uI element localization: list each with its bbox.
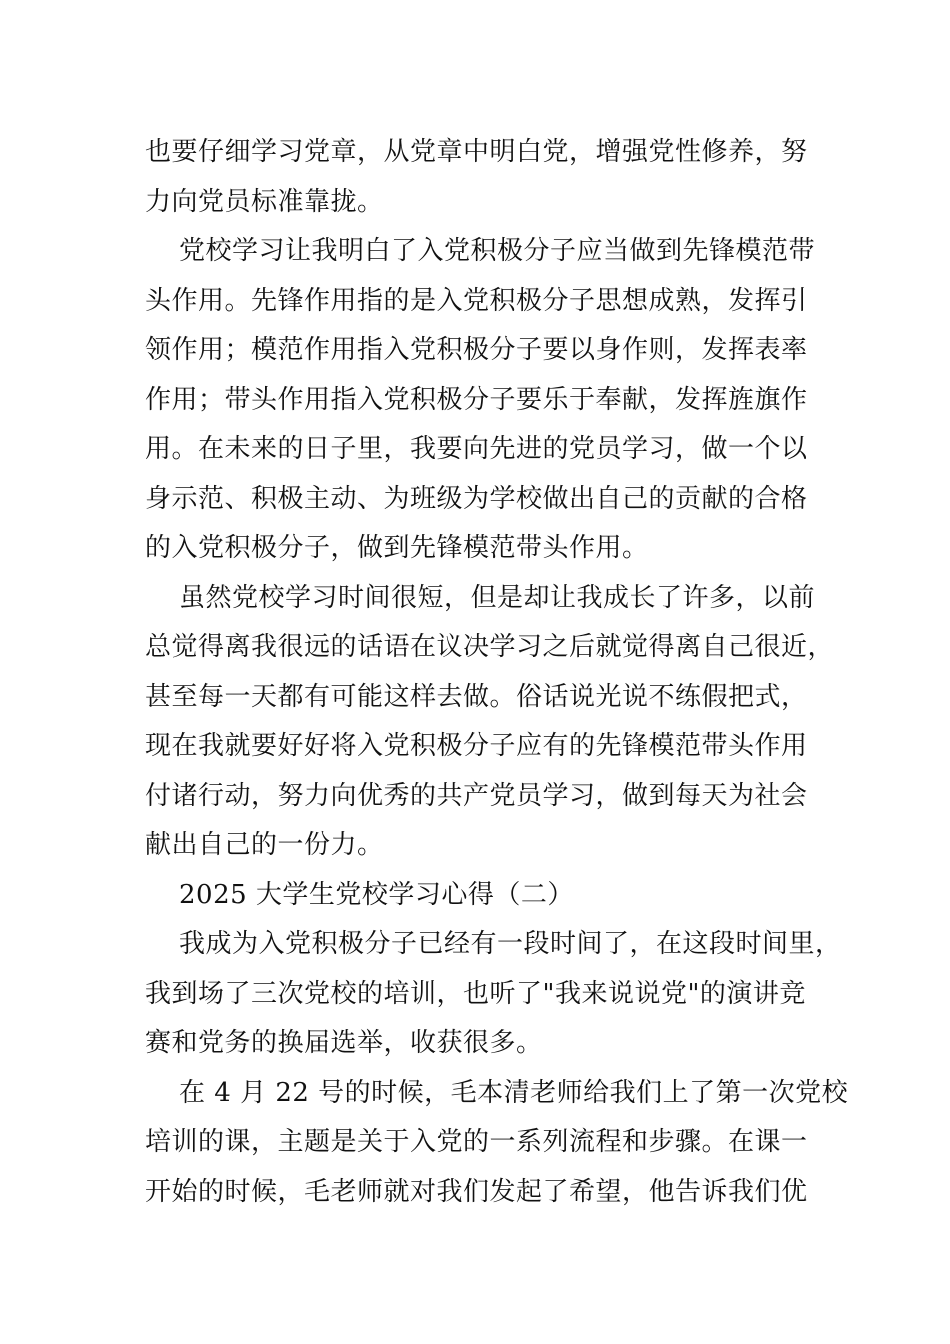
- text-line: 作用；带头作用指入党积极分子要乐于奉献，发挥旌旗作: [145, 384, 808, 415]
- text-line: 虽然党校学习时间很短，但是却让我成长了许多，以前: [179, 582, 816, 613]
- text-line: 用。在未来的日子里，我要向先进的党员学习，做一个以: [145, 434, 808, 464]
- text-line: 现在我就要好好将入党积极分子应有的先锋模范带头作用: [145, 731, 808, 761]
- text-line: 在 4 月 22 号的时候，毛本清老师给我们上了第一次党校: [179, 1077, 849, 1108]
- text-line: 也要仔细学习党章，从党章中明白党，增强党性修养，努: [145, 137, 808, 167]
- text-line: 献出自己的一份力。: [145, 830, 384, 860]
- text-line: 领作用；模范作用指入党积极分子要以身作则，发挥表率: [145, 335, 808, 365]
- text-line: 甚至每一天都有可能这样去做。俗话说光说不练假把式，: [145, 681, 808, 712]
- text-line: 头作用。先锋作用指的是入党积极分子思想成熟，发挥引: [145, 285, 808, 316]
- text-line: 身示范、积极主动、为班级为学校做出自己的贡献的合格: [145, 483, 808, 514]
- text-line: 开始的时候，毛老师就对我们发起了希望，他告诉我们优: [145, 1176, 808, 1207]
- text-line: 党校学习让我明白了入党积极分子应当做到先锋模范带: [179, 236, 816, 266]
- document-body-text: [145, 128, 849, 1217]
- text-line: 力向党员标准靠拢。: [145, 186, 384, 217]
- text-line: 我成为入党积极分子已经有一段时间了，在这段时间里，: [179, 929, 842, 959]
- text-line: 培训的课，主题是关于入党的一系列流程和步骤。在课一: [145, 1127, 808, 1157]
- text-line: 付诸行动，努力向优秀的共产党员学习，做到每天为社会: [145, 780, 808, 811]
- text-line: 的入党积极分子，做到先锋模范带头作用。: [145, 533, 649, 563]
- text-line: 总觉得离我很远的话语在议决学习之后就觉得离自己很近，: [145, 632, 835, 662]
- text-line: 我到场了三次党校的培训，也听了"我来说说党"的演讲竞: [145, 978, 806, 1009]
- section-heading: 2025 大学生党校学习心得（二）: [179, 879, 574, 910]
- text-line: 赛和党务的换届选举，收获很多。: [145, 1028, 543, 1058]
